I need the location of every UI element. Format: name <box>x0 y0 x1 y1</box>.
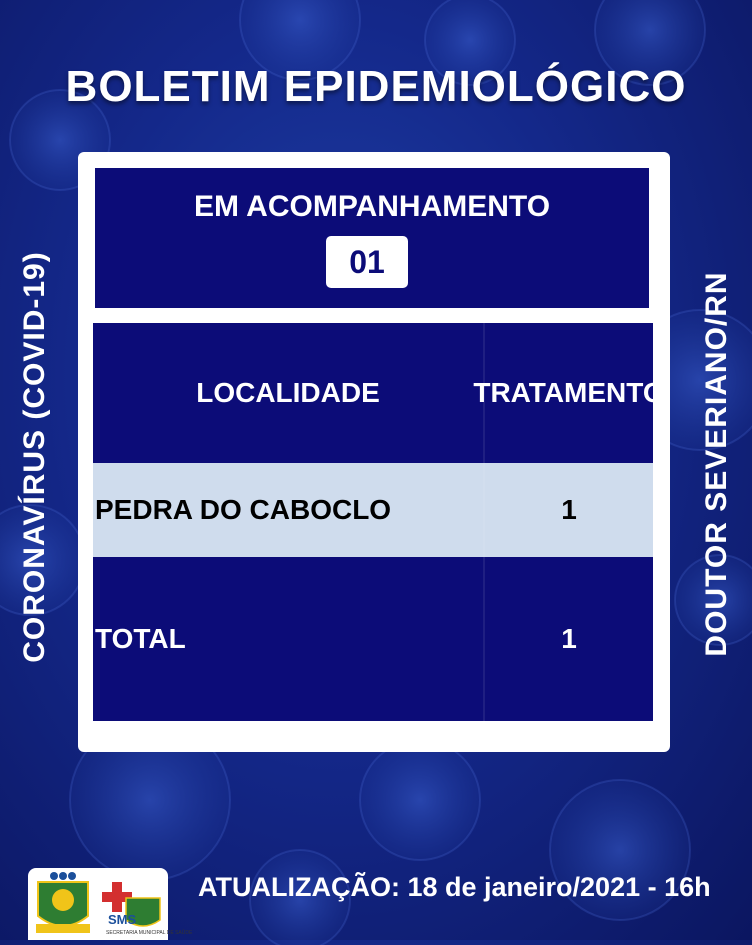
cell-total-label: TOTAL <box>95 623 186 654</box>
side-label-coronavirus: CORONAVÍRUS (COVID-19) <box>18 251 51 663</box>
cell-total-treatment: 1 <box>561 623 577 654</box>
header-localidade: LOCALIDADE <box>196 377 380 408</box>
side-label-municipality: DOUTOR SEVERIANO/RN <box>700 271 733 657</box>
monitoring-count-badge: 01 <box>326 236 408 288</box>
table-header-row <box>93 323 665 463</box>
update-timestamp: ATUALIZAÇÃO: 18 de janeiro/2021 - 16h <box>198 872 711 902</box>
table-total-row <box>93 557 653 721</box>
cases-table <box>93 323 665 721</box>
municipal-crest-logo <box>28 868 193 940</box>
logos-panel <box>28 868 193 940</box>
monitoring-panel <box>95 168 649 308</box>
header-tratamento: TRATAMENTO <box>473 377 665 408</box>
cell-locality: PEDRA DO CABOCLO <box>95 494 392 525</box>
cell-treatment: 1 <box>561 494 577 525</box>
svg-text:SMS: SMS <box>108 912 137 927</box>
column-divider <box>483 323 485 721</box>
table-row <box>93 463 653 557</box>
svg-text:SECRETARIA MUNICIPAL DE SAÚDE: SECRETARIA MUNICIPAL DE SAÚDE <box>106 930 193 936</box>
monitoring-label: EM ACOMPANHAMENTO <box>193 190 551 223</box>
page-title: BOLETIM EPIDEMIOLÓGICO <box>65 62 687 111</box>
